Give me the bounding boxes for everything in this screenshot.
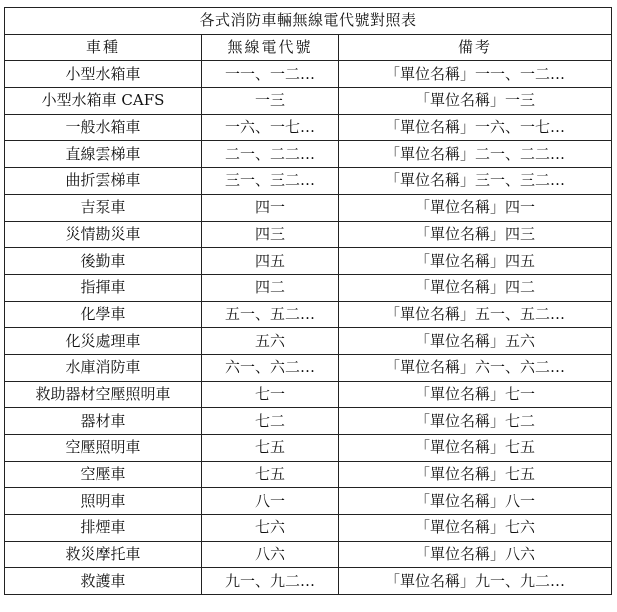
vehicle-type-cell: 小型水箱車 — [5, 61, 202, 88]
table-row — [5, 568, 612, 595]
remarks-cell: 「單位名稱」一一、一二… — [339, 61, 612, 88]
radio-code-cell: 四三 — [202, 221, 339, 248]
radio-code-cell: 七六 — [202, 515, 339, 542]
remarks-cell: 「單位名稱」九一、九二… — [339, 568, 612, 595]
table-row — [5, 194, 612, 221]
vehicle-type-cell: 器材車 — [5, 408, 202, 435]
remarks-cell: 「單位名稱」五一、五二… — [339, 301, 612, 328]
remarks-cell: 「單位名稱」七二 — [339, 408, 612, 435]
radio-code-cell: 一一、一二… — [202, 61, 339, 88]
remarks-cell: 「單位名稱」七五 — [339, 461, 612, 488]
header-remarks: 備考 — [339, 34, 612, 61]
remarks-cell: 「單位名稱」六一、六二… — [339, 354, 612, 381]
radio-code-cell: 八六 — [202, 541, 339, 568]
table-row — [5, 221, 612, 248]
remarks-cell: 「單位名稱」二一、二二… — [339, 141, 612, 168]
remarks-cell: 「單位名稱」八六 — [339, 541, 612, 568]
vehicle-type-cell: 吉泵車 — [5, 194, 202, 221]
table-row — [5, 114, 612, 141]
radio-code-cell: 六一、六二… — [202, 354, 339, 381]
remarks-cell: 「單位名稱」三一、三二… — [339, 168, 612, 195]
table-row — [5, 541, 612, 568]
table-row — [5, 274, 612, 301]
vehicle-type-cell: 救助器材空壓照明車 — [5, 381, 202, 408]
table-row — [5, 461, 612, 488]
remarks-cell: 「單位名稱」四五 — [339, 248, 612, 275]
vehicle-type-cell: 直線雲梯車 — [5, 141, 202, 168]
remarks-cell: 「單位名稱」七五 — [339, 435, 612, 462]
table-row — [5, 515, 612, 542]
vehicle-type-cell: 照明車 — [5, 488, 202, 515]
vehicle-type-cell: 排煙車 — [5, 515, 202, 542]
radio-code-cell: 七一 — [202, 381, 339, 408]
radio-code-cell: 四一 — [202, 194, 339, 221]
vehicle-type-cell: 水庫消防車 — [5, 354, 202, 381]
table-row — [5, 141, 612, 168]
vehicle-type-cell: 曲折雲梯車 — [5, 168, 202, 195]
table-row — [5, 354, 612, 381]
remarks-cell: 「單位名稱」四一 — [339, 194, 612, 221]
remarks-cell: 「單位名稱」四二 — [339, 274, 612, 301]
vehicle-type-cell: 一般水箱車 — [5, 114, 202, 141]
table-row — [5, 248, 612, 275]
vehicle-type-cell: 後勤車 — [5, 248, 202, 275]
vehicle-type-cell: 災情勘災車 — [5, 221, 202, 248]
remarks-cell: 「單位名稱」七一 — [339, 381, 612, 408]
remarks-cell: 「單位名稱」一六、一七… — [339, 114, 612, 141]
table-row — [5, 381, 612, 408]
table-row — [5, 88, 612, 115]
vehicle-type-cell: 空壓照明車 — [5, 435, 202, 462]
table-row — [5, 328, 612, 355]
radio-code-cell: 七二 — [202, 408, 339, 435]
table-row — [5, 408, 612, 435]
vehicle-type-cell: 救災摩托車 — [5, 541, 202, 568]
table-row — [5, 488, 612, 515]
radio-code-cell: 四二 — [202, 274, 339, 301]
remarks-cell: 「單位名稱」七六 — [339, 515, 612, 542]
radio-code-cell: 九一、九二… — [202, 568, 339, 595]
table-row — [5, 168, 612, 195]
vehicle-type-cell: 化災處理車 — [5, 328, 202, 355]
radio-code-cell: 八一 — [202, 488, 339, 515]
radio-code-cell: 四五 — [202, 248, 339, 275]
radio-code-cell: 一六、一七… — [202, 114, 339, 141]
header-row — [5, 34, 612, 61]
table-row — [5, 61, 612, 88]
radio-code-cell: 五一、五二… — [202, 301, 339, 328]
vehicle-type-cell: 指揮車 — [5, 274, 202, 301]
radio-code-cell: 七五 — [202, 435, 339, 462]
header-vehicle-type: 車種 — [5, 34, 202, 61]
header-radio-code: 無線電代號 — [202, 34, 339, 61]
vehicle-type-cell: 化學車 — [5, 301, 202, 328]
radio-code-table — [4, 7, 612, 595]
radio-code-cell: 二一、二二… — [202, 141, 339, 168]
remarks-cell: 「單位名稱」八一 — [339, 488, 612, 515]
title-row — [5, 8, 612, 35]
remarks-cell: 「單位名稱」四三 — [339, 221, 612, 248]
vehicle-type-cell: 小型水箱車 CAFS — [5, 88, 202, 115]
radio-code-cell: 七五 — [202, 461, 339, 488]
radio-code-cell: 一三 — [202, 88, 339, 115]
vehicle-type-cell: 救護車 — [5, 568, 202, 595]
remarks-cell: 「單位名稱」一三 — [339, 88, 612, 115]
vehicle-type-cell: 空壓車 — [5, 461, 202, 488]
table-title: 各式消防車輛無線電代號對照表 — [5, 8, 612, 35]
remarks-cell: 「單位名稱」五六 — [339, 328, 612, 355]
radio-code-cell: 三一、三二… — [202, 168, 339, 195]
radio-code-cell: 五六 — [202, 328, 339, 355]
table-row — [5, 301, 612, 328]
table-body — [5, 61, 612, 595]
table-row — [5, 435, 612, 462]
